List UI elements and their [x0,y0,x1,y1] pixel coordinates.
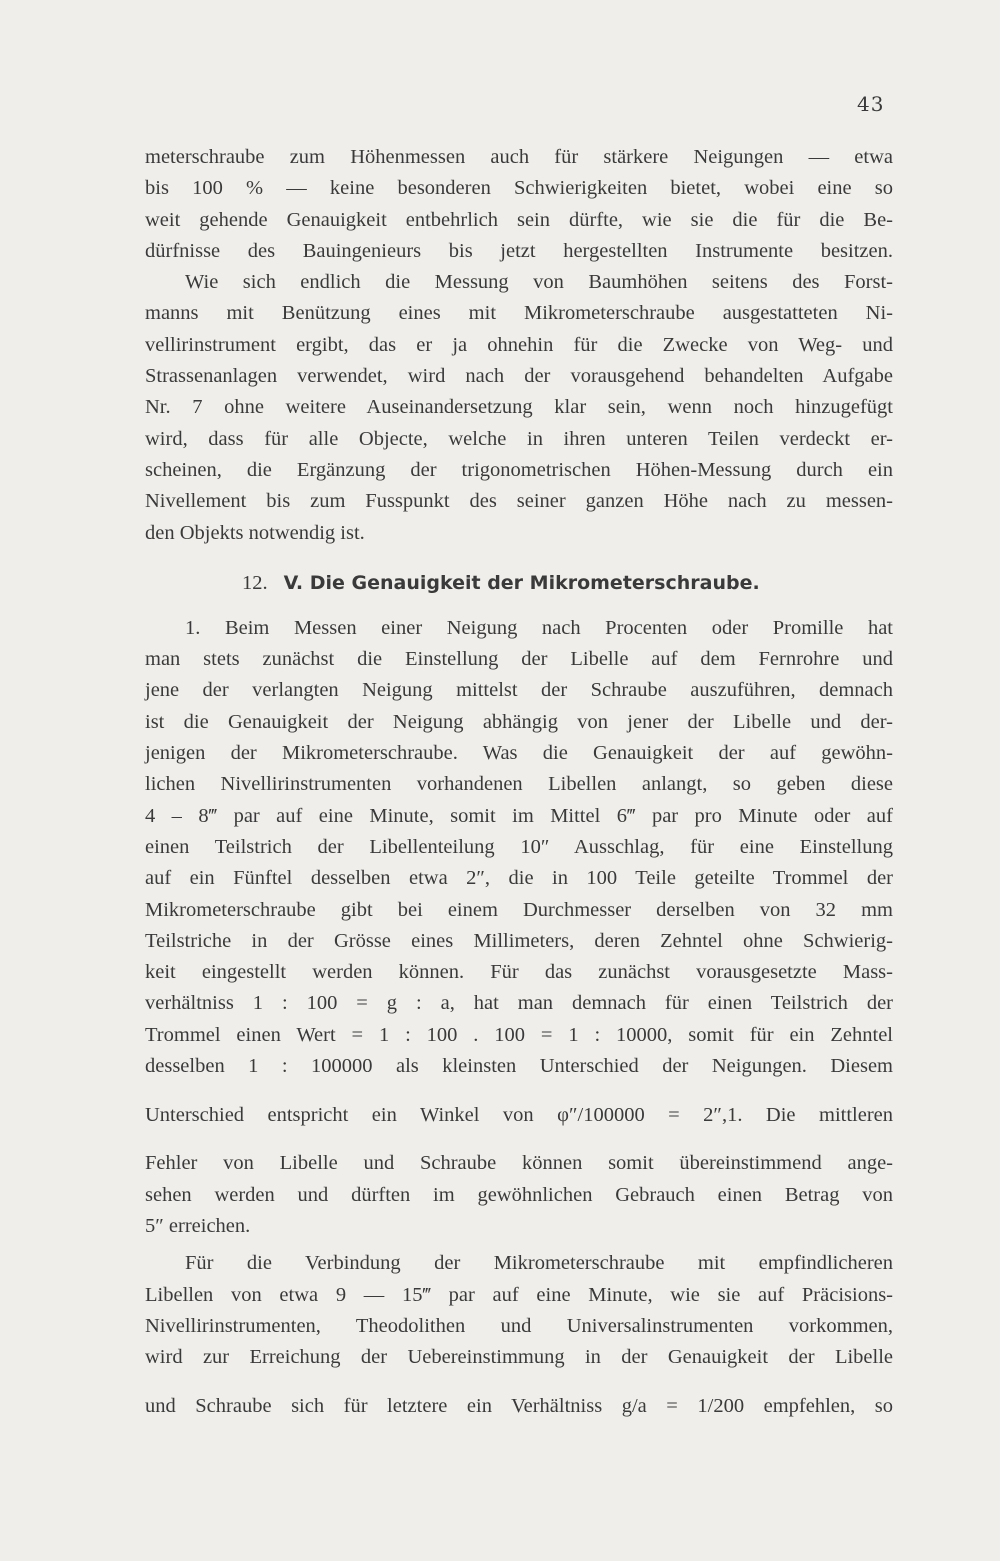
section-heading [145,566,893,601]
text-line: Nivellement bis zum Fusspunkt des seiner ganzen Höhe nach zu messen- [145,490,893,513]
text-line: den Objekts notwendig ist. [145,521,365,544]
paragraph-4 [145,1248,893,1431]
text-line: jene der verlangten Neigung mittelst der Schraube auszuführen, demnach [145,679,893,702]
text-line: ist die Genauigkeit der Neigung abhängig von jener der Libelle und der- [145,710,893,733]
text-line: 1. Beim Messen einer Neigung nach Procenten oder Promille hat [185,616,893,639]
text-line: 5″ erreichen. [145,1214,251,1237]
text-line: Mikrometerschraube gibt bei einem Durchmesser derselben von 32 mm [145,898,893,921]
paragraph-2 [145,267,893,549]
formula-line: Unterschied entspricht ein Winkel von φ″/100000 = 2″,1. Die mittleren [145,1104,893,1127]
paragraph-3 [145,613,893,1242]
text-line: keit eingestellt werden können. Für das zunächst vorausgesetzte Mass- [145,961,893,984]
text-line: manns mit Benützung eines mit Mikrometerschraube ausgestatteten Ni- [145,302,893,325]
text-line: einen Teilstrich der Libellenteilung 10″ Ausschlag, für eine Einstellung [145,835,893,858]
text-line: wird zur Erreichung der Uebereinstimmung in der Genauigkeit der Libelle [145,1346,893,1369]
text-line: scheinen, die Ergänzung der trigonometrischen Höhen-Messung durch ein [145,458,893,481]
text-line: auf ein Fünftel desselben etwa 2″, die in 100 Teile geteilte Trommel der [145,867,893,890]
text-line: vellirinstrument ergibt, das er ja ohnehin für die Zwecke von Weg- und [145,333,893,356]
text-line: Strassenanlagen verwendet, wird nach der vorausgehend behandelten Aufgabe [145,365,893,388]
formula-line: und Schraube sich für letztere ein Verhältniss g/a = 1/200 empfehlen, so [145,1395,893,1418]
text-line: weit gehende Genauigkeit entbehrlich sein dürfte, wie sie die für die Be- [145,208,893,231]
text-line: man stets zunächst die Einstellung der Libelle auf dem Fernrohre und [145,648,893,671]
text-line: Libellen von etwa 9 — 15‴ par auf eine Minute, wie sie auf Präcisions- [145,1283,893,1306]
page-number: 43 [857,92,885,116]
text-line: sehen werden und dürften im gewöhnlichen Gebrauch einen Betrag von [145,1183,893,1206]
text-line: dürfnisse des Bauingenieurs bis jetzt hergestellten Instrumente besitzen. [145,239,893,262]
text-line: Teilstriche in der Grösse eines Millimeters, deren Zehntel ohne Schwierig- [145,929,893,952]
text-line: bis 100 % — keine besonderen Schwierigkeiten bietet, wobei eine so [145,177,893,200]
text-line: 4 – 8‴ par auf eine Minute, somit im Mittel 6‴ par pro Minute oder auf [145,804,893,827]
text-line: verhältniss 1 : 100 = g : a, hat man demnach für einen Teilstrich der [145,992,893,1015]
text-line: Nr. 7 ohne weitere Auseinandersetzung klar sein, wenn noch hinzugefügt [145,396,893,419]
text-line: Fehler von Libelle und Schraube können somit übereinstimmend ange- [145,1152,893,1175]
text-line: wird, dass für alle Objecte, welche in ihren unteren Teilen verdeckt er- [145,427,893,450]
text-line: Für die Verbindung der Mikrometerschraube mit empfindlicheren [185,1252,893,1275]
text-line: jenigen der Mikrometerschraube. Was die Genauigkeit der auf gewöhn- [145,742,893,765]
section-title: V. Die Genauigkeit der Mikrometerschraube. [283,571,760,594]
text-line: Trommel einen Wert = 1 : 100 . 100 = 1 : 10000, somit für ein Zehntel [145,1023,893,1046]
text-line: Nivellirinstrumenten, Theodolithen und Universalinstrumenten vorkommen, [145,1314,893,1337]
page-body [145,142,893,1439]
text-line: lichen Nivellirinstrumenten vorhandenen Libellen anlangt, so geben diese [145,773,893,796]
paragraph-1 [145,142,893,267]
text-line: meterschraube zum Höhenmessen auch für stärkere Neigungen — etwa [145,146,893,168]
text-line: Wie sich endlich die Messung von Baumhöhen seitens des Forst- [185,271,893,294]
text-line: desselben 1 : 100000 als kleinsten Unterschied der Neigungen. Diesem [145,1055,893,1078]
section-number: 12. [242,571,268,594]
